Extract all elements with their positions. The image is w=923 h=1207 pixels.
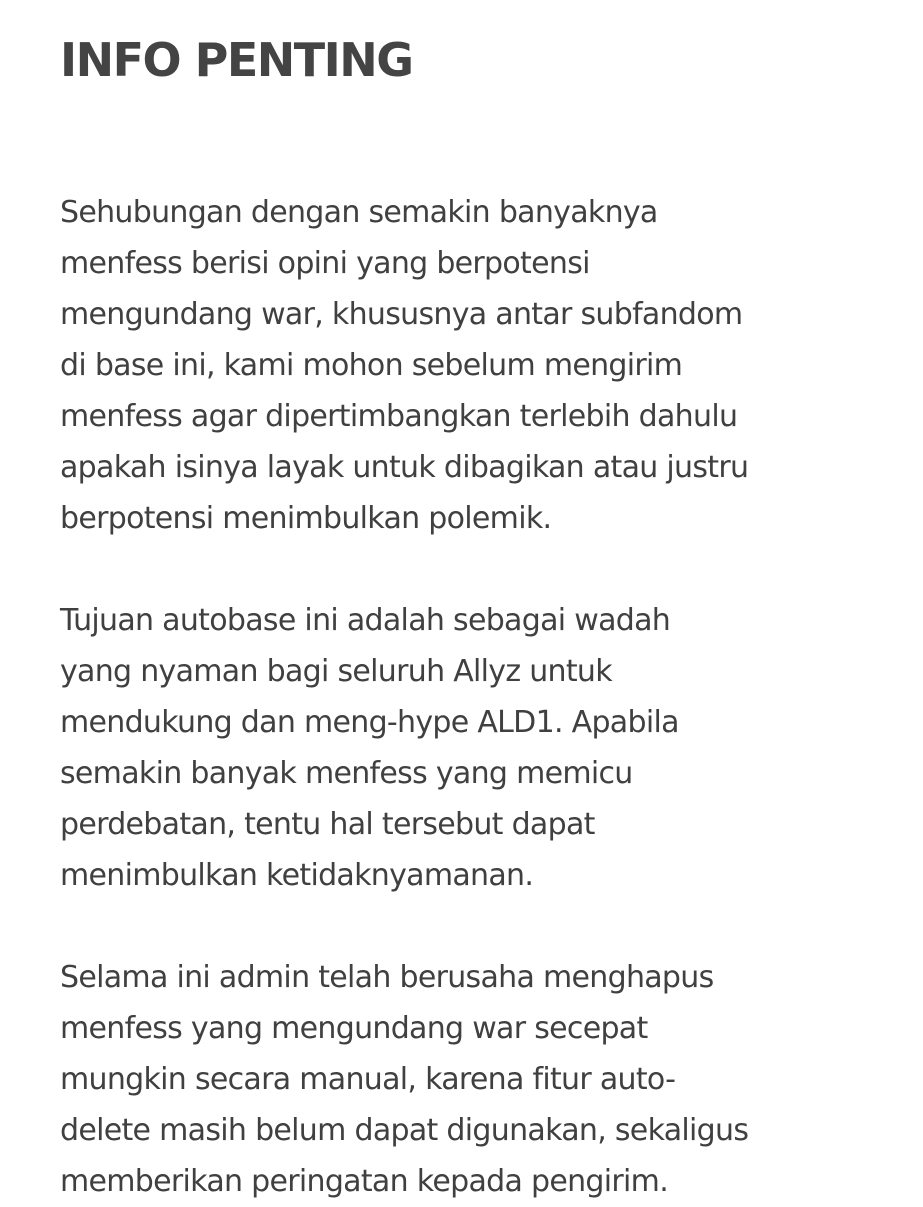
paragraph [60, 952, 923, 1207]
page-title: INFO PENTING [60, 33, 413, 87]
text-line: apakah isinya layak untuk dibagikan atau justru [60, 450, 749, 485]
text-line: yang nyaman bagi seluruh Allyz untuk [60, 654, 612, 689]
text-line: mendukung dan meng-hype ALD1. Apabila [60, 705, 679, 740]
text-line: memberikan peringatan kepada pengirim. [60, 1164, 669, 1199]
text-line: Tujuan autobase ini adalah sebagai wadah [60, 603, 671, 638]
text-line: mungkin secara manual, karena fitur auto- [60, 1062, 676, 1097]
text-line: semakin banyak menfess yang memicu [60, 756, 633, 791]
text-line: menfess agar dipertimbangkan terlebih dahulu [60, 399, 738, 434]
paragraph [60, 595, 923, 901]
text-line: menimbulkan ketidaknyamanan. [60, 858, 534, 893]
text-line: berpotensi menimbulkan polemik. [60, 501, 552, 536]
document-body [60, 187, 923, 1207]
text-line: perdebatan, tentu hal tersebut dapat [60, 807, 595, 842]
text-line: Sehubungan dengan semakin banyaknya [60, 195, 658, 230]
text-line: delete masih belum dapat digunakan, sekaligus [60, 1113, 749, 1148]
text-line: mengundang war, khususnya antar subfandom [60, 297, 743, 332]
text-line: menfess berisi opini yang berpotensi [60, 246, 590, 281]
text-line: Selama ini admin telah berusaha menghapus [60, 960, 714, 995]
text-line: di base ini, kami mohon sebelum mengirim [60, 348, 683, 383]
text-line: menfess yang mengundang war secepat [60, 1011, 648, 1046]
paragraph [60, 187, 923, 544]
